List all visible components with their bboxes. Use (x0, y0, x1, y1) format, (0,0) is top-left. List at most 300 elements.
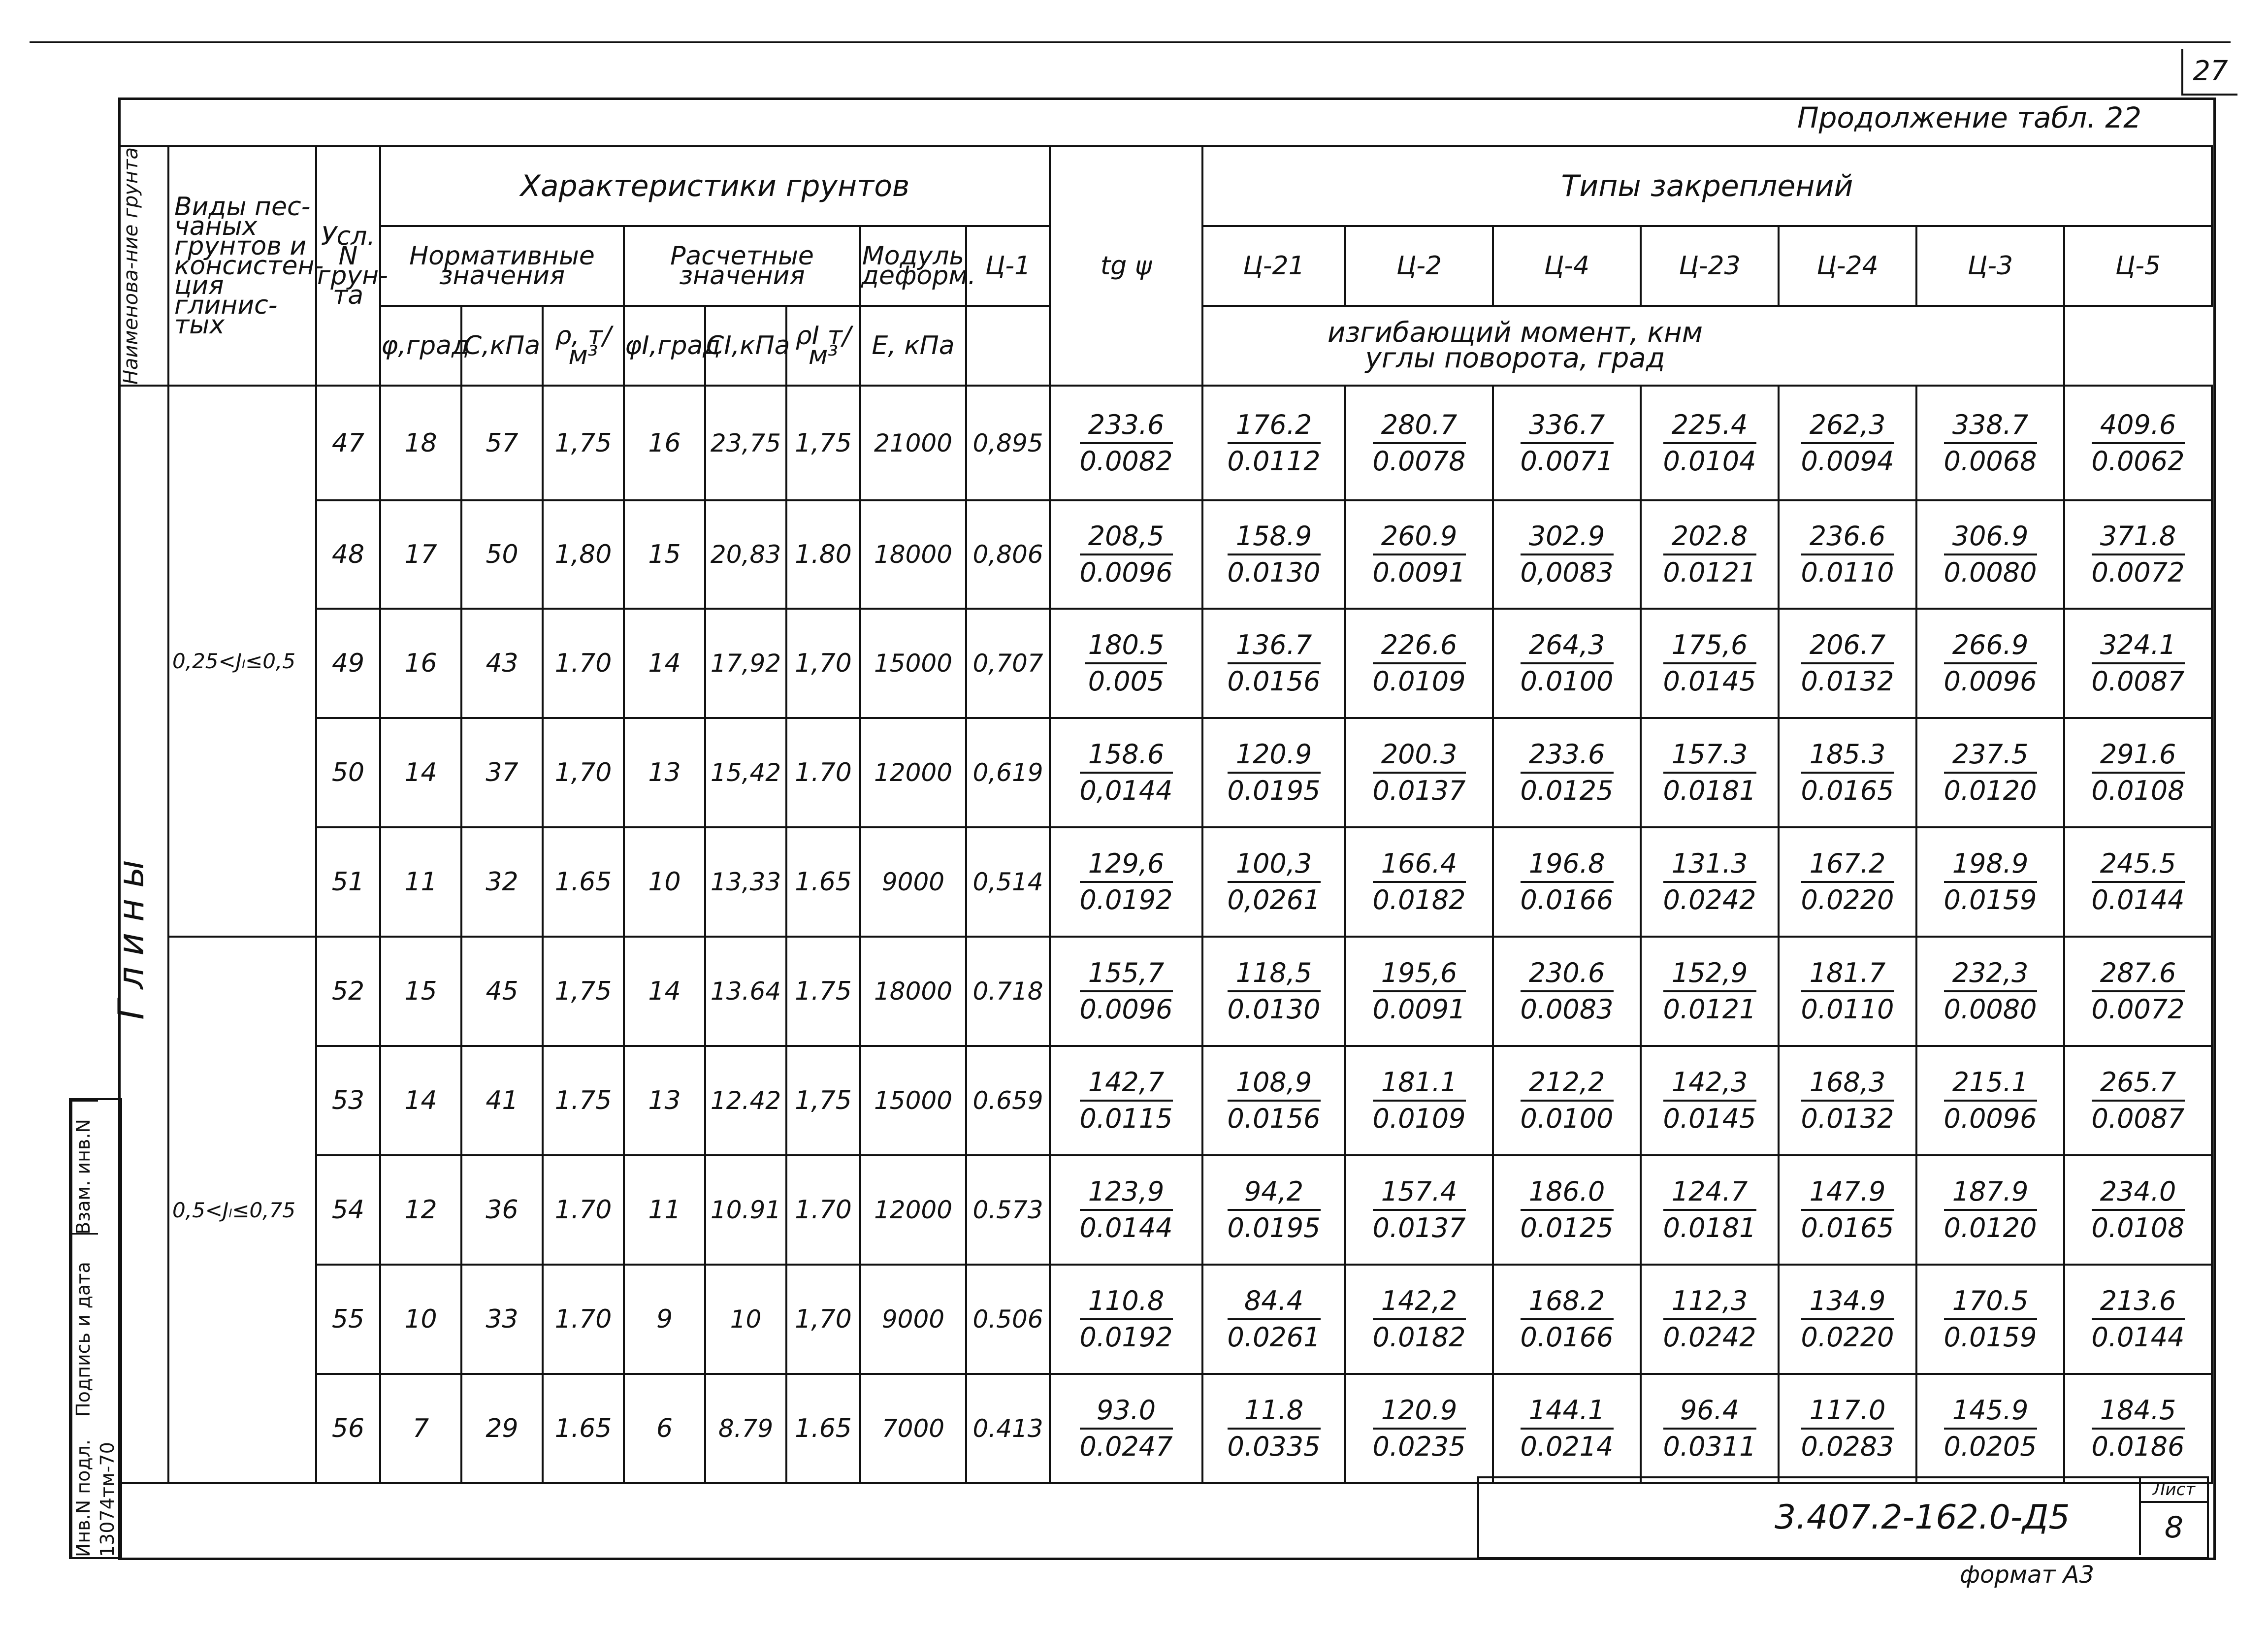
cell-phi: 17 (380, 500, 461, 609)
fixing-cell (1202, 386, 1345, 500)
moment-value: 155,7 (1080, 958, 1173, 992)
cell-phi: 14 (380, 718, 461, 827)
angle-value: 0.0110 (1801, 557, 1894, 588)
cell-c: 37 (461, 718, 543, 827)
cell-c: 43 (461, 609, 543, 718)
cell-c1: 17,92 (705, 609, 786, 718)
moment-value: 245.5 (2092, 848, 2185, 883)
fixing-cell (1916, 1155, 2064, 1265)
angle-value: 0.0087 (2091, 666, 2185, 697)
angle-value: 0.0120 (1944, 775, 2037, 807)
fixing-cell (1345, 827, 1493, 937)
angle-value: 0.0091 (1372, 557, 1466, 588)
angle-value: 0.0195 (1227, 1212, 1321, 1244)
moment-value: 200.3 (1373, 739, 1466, 774)
fixing-cell (1202, 827, 1345, 937)
cell-rho: 1.70 (543, 1265, 624, 1374)
moment-value: 187.9 (1944, 1176, 2037, 1211)
angle-value: 0.0121 (1663, 994, 1756, 1025)
fixing-cell (1493, 1046, 1641, 1155)
moment-value: 260.9 (1373, 521, 1466, 555)
angle-value: 0.0192 (1079, 884, 1173, 916)
type-header-6: Ц-3 (1916, 226, 2064, 306)
cell-e: 15000 (860, 1046, 966, 1155)
moment-value: 184.5 (2092, 1395, 2185, 1430)
angle-value: 0.0311 (1663, 1431, 1756, 1463)
cell-rho1: 1,70 (786, 609, 860, 718)
fixing-cell (1050, 1046, 1202, 1155)
moment-value: 144.1 (1521, 1395, 1614, 1430)
angle-value: 0.0195 (1227, 775, 1321, 807)
moment-value: 11.8 (1228, 1395, 1321, 1430)
cell-tg: 0.506 (966, 1265, 1050, 1374)
moment-value: 120.9 (1228, 739, 1321, 774)
fixing-cell (1345, 937, 1493, 1046)
cell-c: 57 (461, 386, 543, 500)
cell-phi1: 6 (624, 1374, 705, 1483)
fixing-cell (1493, 500, 1641, 609)
soil-name-cell (110, 386, 168, 1483)
angle-value: 0.0186 (2091, 1431, 2185, 1463)
fixing-cell (2064, 609, 2212, 718)
fixing-cell (2064, 827, 2212, 937)
fixing-cell (1916, 827, 2064, 937)
angle-value: 0.0080 (1944, 557, 2037, 588)
moment-value: 264,3 (1521, 630, 1614, 664)
moment-value: 265.7 (2092, 1067, 2185, 1102)
moment-value: 237.5 (1944, 739, 2037, 774)
angle-value: 0.0192 (1079, 1322, 1173, 1353)
moment-value: 158.6 (1080, 739, 1173, 774)
angle-value: 0.0109 (1372, 666, 1466, 697)
header-e: E, кПа (860, 306, 966, 386)
fixing-cell (1641, 937, 1779, 1046)
moment-value: 147.9 (1801, 1176, 1894, 1211)
fixing-cell (1916, 1046, 2064, 1155)
cell-c: 36 (461, 1155, 543, 1265)
fixing-cell (1050, 1155, 1202, 1265)
header-cond: Усл. N грун-та (316, 146, 380, 386)
angle-value: 0.0108 (2091, 775, 2185, 807)
angle-value: 0,0083 (1520, 557, 1614, 588)
angle-value: 0.0220 (1801, 1322, 1894, 1353)
angle-value: 0.0156 (1227, 666, 1321, 697)
fixing-cell (1779, 1046, 1916, 1155)
angle-value: 0.0096 (1079, 994, 1173, 1025)
moment-value: 195,6 (1373, 958, 1466, 992)
moment-value: 212,2 (1521, 1067, 1614, 1102)
fixing-cell (1345, 1155, 1493, 1265)
moment-value: 181.1 (1373, 1067, 1466, 1102)
angle-value: 0.0165 (1801, 775, 1894, 807)
table-row (119, 609, 2212, 718)
fixing-cell (1779, 500, 1916, 609)
moment-value: 202.8 (1663, 521, 1756, 555)
angle-value: 0.0072 (2091, 557, 2185, 588)
cell-phi: 12 (380, 1155, 461, 1265)
cell-c: 32 (461, 827, 543, 937)
angle-value: 0.0242 (1663, 1322, 1756, 1353)
angle-value: 0.0115 (1079, 1103, 1173, 1135)
header-phi-n: φ,град (380, 306, 461, 386)
cell-phi1: 15 (624, 500, 705, 609)
cell-e: 7000 (860, 1374, 966, 1483)
header-rho-1: ρI т/м³ (786, 306, 860, 386)
cell-e: 18000 (860, 500, 966, 609)
fixing-cell (1641, 718, 1779, 827)
fixing-cell (1493, 718, 1641, 827)
angle-value: 0.0125 (1520, 775, 1614, 807)
angle-value: 0.0205 (1944, 1431, 2037, 1463)
cell-c1: 10.91 (705, 1155, 786, 1265)
moment-value: 152,9 (1663, 958, 1756, 992)
moment-value: 180.5 (1085, 630, 1167, 664)
moment-value: 215.1 (1944, 1067, 2037, 1102)
angle-value: 0.0137 (1372, 1212, 1466, 1244)
cell-phi: 18 (380, 386, 461, 500)
table-row (119, 937, 2212, 1046)
fixing-cell (1050, 718, 1202, 827)
cell-rho1: 1,70 (786, 1265, 860, 1374)
fixing-cell (1050, 1265, 1202, 1374)
moment-value: 142,7 (1080, 1067, 1173, 1102)
angle-value: 0.0242 (1663, 884, 1756, 916)
fixing-cell (1779, 827, 1916, 937)
moment-value: 84.4 (1228, 1286, 1321, 1320)
cell-rho: 1,75 (543, 386, 624, 500)
side-stamp-inv-podl: Инв.N подл. (71, 1415, 98, 1557)
cell-n: 48 (316, 500, 380, 609)
cell-e: 21000 (860, 386, 966, 500)
soil-name: Глины (110, 849, 152, 1020)
angles-label: углы поворота, град (1365, 342, 1665, 375)
cell-rho: 1,75 (543, 937, 624, 1046)
angle-value: 0.0130 (1227, 557, 1321, 588)
cell-phi1: 13 (624, 1046, 705, 1155)
continuation-label: Продолжение табл. 22 (1797, 101, 2142, 134)
angle-value: 0.0091 (1372, 994, 1466, 1025)
cell-n: 49 (316, 609, 380, 718)
sheet-number: 8 (2164, 1510, 2184, 1545)
cell-rho1: 1.70 (786, 1155, 860, 1265)
angle-value: 0.0132 (1801, 1103, 1894, 1135)
angle-value: 0.0182 (1372, 1322, 1466, 1353)
cell-rho1: 1,75 (786, 1046, 860, 1155)
moment-value: 117.0 (1801, 1395, 1894, 1430)
angle-value: 0.0247 (1079, 1431, 1173, 1463)
cell-phi: 14 (380, 1046, 461, 1155)
moment-value: 108,9 (1228, 1067, 1321, 1102)
fixing-cell (1345, 1046, 1493, 1155)
cell-phi1: 16 (624, 386, 705, 500)
header-types: Типы закреплений (1202, 146, 2212, 226)
fixing-cell (1050, 937, 1202, 1046)
angle-value: 0.0100 (1520, 666, 1614, 697)
cell-rho: 1.65 (543, 1374, 624, 1483)
moment-value: 176.2 (1228, 410, 1321, 444)
type-header-7: Ц-5 (2064, 226, 2212, 306)
type-header-5: Ц-24 (1779, 226, 1916, 306)
cell-n: 47 (316, 386, 380, 500)
fixing-cell (1345, 718, 1493, 827)
moment-value: 168.2 (1521, 1286, 1614, 1320)
cell-e: 9000 (860, 827, 966, 937)
moment-value: 409.6 (2092, 410, 2185, 444)
angle-value: 0.0145 (1663, 666, 1756, 697)
angle-value: 0.0137 (1372, 775, 1466, 807)
fixing-cell (1493, 937, 1641, 1046)
fixing-cell (1493, 386, 1641, 500)
cell-tg: 0,707 (966, 609, 1050, 718)
moment-value: 110.8 (1080, 1286, 1173, 1320)
cell-c1: 15,42 (705, 718, 786, 827)
cell-tg: 0.659 (966, 1046, 1050, 1155)
cell-phi: 15 (380, 937, 461, 1046)
angle-value: 0.0159 (1944, 884, 2037, 916)
fixing-cell (1050, 827, 1202, 937)
fixing-cell (2064, 500, 2212, 609)
fixing-cell (2064, 1265, 2212, 1374)
fixing-cell (1779, 609, 1916, 718)
moment-value: 262,3 (1801, 410, 1894, 444)
table-row (119, 500, 2212, 609)
moment-value: 336.7 (1521, 410, 1614, 444)
cell-n: 54 (316, 1155, 380, 1265)
angle-value: 0,0261 (1227, 884, 1321, 916)
cell-n: 53 (316, 1046, 380, 1155)
cell-c: 33 (461, 1265, 543, 1374)
consistency-group: 0,5<Jₗ≤0,75 (168, 937, 316, 1483)
cell-rho: 1.65 (543, 827, 624, 937)
header-normative: Нормативные значения (380, 226, 624, 306)
moment-value: 157.3 (1663, 739, 1756, 774)
header-c-1: CI,кПа (705, 306, 786, 386)
moment-value: 124.7 (1663, 1176, 1756, 1211)
moment-value: 181.7 (1801, 958, 1894, 992)
cell-n: 56 (316, 1374, 380, 1483)
fixing-cell (1916, 1265, 2064, 1374)
cell-phi: 10 (380, 1265, 461, 1374)
cell-phi: 11 (380, 827, 461, 937)
cell-rho: 1,70 (543, 718, 624, 827)
type-header-2: Ц-2 (1345, 226, 1493, 306)
fixing-cell (1493, 1374, 1641, 1483)
moment-value: 234.0 (2092, 1176, 2185, 1211)
cell-phi1: 14 (624, 609, 705, 718)
moment-value: 306.9 (1944, 521, 2037, 555)
moment-value: 96.4 (1663, 1395, 1756, 1430)
side-stamp (69, 1098, 122, 1559)
cell-phi1: 13 (624, 718, 705, 827)
header-c-n: C,кПа (461, 306, 543, 386)
fixing-cell (1050, 1374, 1202, 1483)
angle-value: 0.0110 (1801, 994, 1894, 1025)
header-tg: tg ψ (1050, 146, 1202, 386)
fixing-cell (1779, 937, 1916, 1046)
fixing-cell (2064, 1155, 2212, 1265)
cell-c: 45 (461, 937, 543, 1046)
cell-rho: 1.70 (543, 609, 624, 718)
angle-value: 0.0071 (1520, 445, 1614, 477)
table-row (119, 718, 2212, 827)
angle-value: 0.0261 (1227, 1322, 1321, 1353)
moment-value: 157.4 (1373, 1176, 1466, 1211)
moment-value: 136.7 (1228, 630, 1321, 664)
angle-value: 0.0214 (1520, 1431, 1614, 1463)
angle-value: 0.0112 (1227, 445, 1321, 477)
moment-value: 142,2 (1373, 1286, 1466, 1320)
cell-rho1: 1,75 (786, 386, 860, 500)
moment-value: 266.9 (1944, 630, 2037, 664)
type-header-4: Ц-23 (1641, 226, 1779, 306)
sheet-label: Лист (2141, 1478, 2207, 1503)
angle-value: 0.0062 (2091, 445, 2185, 477)
cell-e: 18000 (860, 937, 966, 1046)
cell-tg: 0,895 (966, 386, 1050, 500)
fixing-cell (2064, 1046, 2212, 1155)
header-kind: Виды пес-чаных грунтов и консистен-ция глинис-тых (168, 146, 316, 386)
moment-value: 175,6 (1663, 630, 1756, 664)
cell-tg: 0,619 (966, 718, 1050, 827)
moment-value: 166.4 (1373, 848, 1466, 883)
fixing-cell (2064, 1374, 2212, 1483)
angle-value: 0.0181 (1663, 1212, 1756, 1244)
consistency-group: 0,25<Jₗ≤0,5 (168, 386, 316, 937)
angle-value: 0.0166 (1520, 884, 1614, 916)
moment-value: 93.0 (1080, 1395, 1173, 1430)
moment-value: 338.7 (1944, 410, 2037, 444)
type-header-3: Ц-4 (1493, 226, 1641, 306)
table-row (119, 1374, 2212, 1483)
cell-tg: 0.573 (966, 1155, 1050, 1265)
table-row (119, 1265, 2212, 1374)
table-row (119, 386, 2212, 500)
format-label: формат А3 (1960, 1561, 2095, 1589)
top-rule (30, 41, 2231, 43)
moment-value: 213.6 (2092, 1286, 2185, 1320)
moment-value: 170.5 (1944, 1286, 2037, 1320)
fixing-cell (2064, 386, 2212, 500)
angle-value: 0.0096 (1944, 1103, 2037, 1135)
angle-value: 0.0144 (2091, 1322, 2185, 1353)
title-block (1477, 1476, 2209, 1559)
page-number: 27 (2181, 49, 2237, 96)
cell-c: 29 (461, 1374, 543, 1483)
cell-rho1: 1.80 (786, 500, 860, 609)
fixing-cell (1202, 500, 1345, 609)
cell-n: 51 (316, 827, 380, 937)
cell-rho1: 1.65 (786, 827, 860, 937)
cell-c1: 13,33 (705, 827, 786, 937)
cell-n: 52 (316, 937, 380, 1046)
fixing-cell (1202, 1155, 1345, 1265)
fixing-cell (1202, 1265, 1345, 1374)
moment-value: 145.9 (1944, 1395, 2037, 1430)
moment-value: 208,5 (1080, 521, 1173, 555)
fixing-cell (1641, 609, 1779, 718)
cell-c: 50 (461, 500, 543, 609)
angle-value: 0.0080 (1944, 994, 2037, 1025)
cell-rho1: 1.70 (786, 718, 860, 827)
side-stamp-inv-value: 13074тм-70 (97, 1442, 118, 1557)
cell-c1: 13.64 (705, 937, 786, 1046)
fixing-cell (1916, 718, 2064, 827)
fixing-cell (1202, 1046, 1345, 1155)
fixing-cell (1641, 1155, 1779, 1265)
fixing-cell (1779, 386, 1916, 500)
moment-value: 291.6 (2092, 739, 2185, 774)
fixing-cell (1916, 386, 2064, 500)
angle-value: 0.0144 (1079, 1212, 1173, 1244)
fixing-cell (1779, 718, 1916, 827)
moment-value: 158.9 (1228, 521, 1321, 555)
angle-value: 0.0072 (2091, 994, 2185, 1025)
fixing-cell (1779, 1265, 1916, 1374)
moment-value: 134.9 (1801, 1286, 1894, 1320)
cell-phi: 7 (380, 1374, 461, 1483)
moment-value: 371.8 (2092, 521, 2185, 555)
cell-e: 9000 (860, 1265, 966, 1374)
angle-value: 0.0144 (2091, 884, 2185, 916)
cell-c1: 23,75 (705, 386, 786, 500)
angle-value: 0.0130 (1227, 994, 1321, 1025)
cell-rho1: 1.75 (786, 937, 860, 1046)
angle-value: 0.0094 (1801, 445, 1894, 477)
angle-value: 0.0125 (1520, 1212, 1614, 1244)
moment-value: 280.7 (1373, 410, 1466, 444)
cell-phi1: 11 (624, 1155, 705, 1265)
fixing-cell (1779, 1374, 1916, 1483)
fixing-cell (1493, 1155, 1641, 1265)
angle-value: 0.0166 (1520, 1322, 1614, 1353)
cell-n: 50 (316, 718, 380, 827)
cell-c1: 20,83 (705, 500, 786, 609)
header-moment-angles (966, 306, 2064, 386)
angle-value: 0.0182 (1372, 884, 1466, 916)
table-row (119, 1155, 2212, 1265)
cell-rho: 1.70 (543, 1155, 624, 1265)
fixing-cell (1641, 1374, 1779, 1483)
moment-value: 230.6 (1521, 958, 1614, 992)
fixing-cell (1641, 500, 1779, 609)
cell-rho: 1,80 (543, 500, 624, 609)
fixing-cell (1641, 1046, 1779, 1155)
moment-value: 232,3 (1944, 958, 2037, 992)
table-row (119, 827, 2212, 937)
angle-value: 0.0096 (1079, 557, 1173, 588)
moment-value: 120.9 (1373, 1395, 1466, 1430)
cell-phi1: 10 (624, 827, 705, 937)
angle-value: 0.0109 (1372, 1103, 1466, 1135)
angle-value: 0.0156 (1227, 1103, 1321, 1135)
cell-tg: 0,806 (966, 500, 1050, 609)
moment-value: 167.2 (1801, 848, 1894, 883)
fixing-cell (1916, 937, 2064, 1046)
cell-phi1: 14 (624, 937, 705, 1046)
cell-c: 41 (461, 1046, 543, 1155)
angle-value: 0.0120 (1944, 1212, 2037, 1244)
moment-value: 198.9 (1944, 848, 2037, 883)
moment-value: 112,3 (1663, 1286, 1756, 1320)
moment-value: 287.6 (2092, 958, 2185, 992)
moment-value: 233.6 (1080, 410, 1173, 444)
angle-value: 0,0144 (1079, 775, 1173, 807)
angle-value: 0.0078 (1372, 445, 1466, 477)
angle-value: 0.0235 (1372, 1431, 1466, 1463)
angle-value: 0.0087 (2091, 1103, 2185, 1135)
type-header-1: Ц-21 (1202, 226, 1345, 306)
fixing-cell (2064, 937, 2212, 1046)
